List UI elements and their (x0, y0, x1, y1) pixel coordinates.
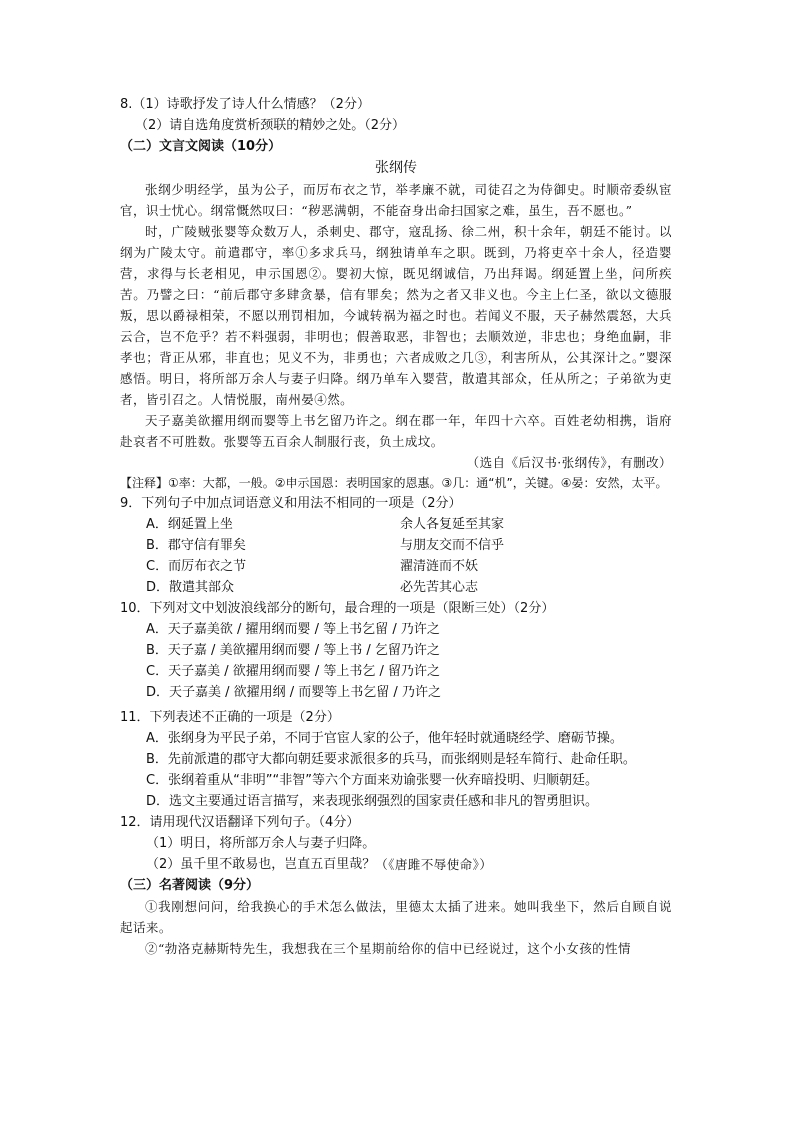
q10-stem: 10．下列对文中划波浪线部分的断句，最合理的一项是（限断三处）（2分） (120, 601, 555, 616)
q11-option-b: B．先前派遣的郡守大都向朝廷要求派很多的兵马，而张纲则是轻车简行、赴命任职。 (146, 752, 636, 767)
passage-paragraph-2: 时，广陵贼张婴等众数万人，杀刺史、郡守，寇乱扬、徐二州，积十余年，朝廷不能讨。以纲为广陵太守。前遣郡守，率①多求兵马，纲独请单车之职。既到，乃将吏卒十余人，径造婴营，求得与长老相见，申示国恩②。婴初大惊，既见纲诚信，乃出拜谒。纲延置上坐，问所疾苦。乃譬之曰：“前后郡守多肆贪暴，信有罪矣；然为之者又非义也。今主上仁圣，欲以文德服叛，思以爵禄相荣，不愿以刑罚相加，今诚转祸为福之时也。若闻义不服，天子赫然震怒，大兵云合，岂不危乎？若不料强弱，非明也；假善取恶，非智也；去顺效逆，非忠也；身绝血嗣，非孝也；背正从邪，非直也；见义不为，非勇也；六者成败之几③，利害所从，公其深计之。”婴深感悟。明日，将所部万余人与妻子归降。纲乃单车入婴营，散遣其部众，任从所之；子弟欲为吏者，皆引召之。人情悦服，南州晏④然。 (120, 224, 672, 407)
passage-notes: 【注释】①率：大都，一般。②申示国恩：表明国家的恩惠。③几：通“机”，关键。④晏：安然，太平。 (120, 476, 668, 490)
q10-option-a: A．天子嘉美欲 / 擢用纲而婴 / 等上书乞留 / 乃许之 (146, 622, 440, 637)
q9-option-b-left: B．郡守信有罪矣 (146, 538, 246, 553)
q12-sub2-source: （《唐雎不辱使命》） (375, 857, 493, 872)
q9-option-a-left: A．纲延置上坐 (146, 517, 233, 532)
q8-sub2: （2）请自选角度赏析颈联的精妙之处。（2分） (135, 118, 406, 133)
passage-source: （选自《后汉书·张纲传》，有删改） (466, 455, 672, 470)
q9-option-b-right: 与朋友交而不信乎 (400, 538, 505, 553)
q8-sub1: 8.（1）诗歌抒发了诗人什么情感？（2分） (120, 97, 370, 112)
passage-paragraph-3: 天子嘉美欲擢用纲而婴等上书乞留乃许之。纲在郡一年，年四十六卒。百姓老幼相携，诣府赴哀者不可胜数。张婴等五百余人制服行丧，负土成坟。 (120, 413, 672, 449)
q9-stem: 9．下列句子中加点词语意义和用法不相同的一项是（2分） (120, 496, 462, 511)
novel-paragraph-1: ①我刚想问问，给我换心的手术怎么做法，里德太太插了进来。她叫我坐下，然后自顾自说起话来。 (120, 899, 672, 935)
q11-option-a: A．张纲身为平民子弟，不同于官宦人家的公子，他年轻时就通晓经学、磨砺节操。 (146, 731, 623, 746)
q9-option-a (120, 514, 672, 535)
section2-heading: （二）文言文阅读（10分） (120, 139, 282, 154)
q9-option-c (120, 556, 672, 577)
q9-option-d-left: D．散遣其部众 (146, 580, 235, 595)
q12-sub2 (120, 854, 672, 875)
q9-option-a-right: 余人各复延至其家 (400, 517, 505, 532)
q11-option-c: C．张纲着重从“非明”“非智”等六个方面来劝谕张婴一伙弃暗投明、归顺朝廷。 (146, 773, 599, 788)
passage-title: 张纲传 (375, 160, 417, 176)
q9-option-d-right: 必先苦其心志 (400, 580, 479, 595)
q9-option-c-right: 濯清涟而不妖 (400, 559, 479, 574)
q12-sub1: （1）明日，将所部万余人与妻子归降。 (146, 836, 376, 851)
q9-option-d (120, 577, 672, 598)
q9-option-b (120, 535, 672, 556)
q12-sub2-sentence: （2）虽千里不敢易也，岂直五百里哉？ (146, 857, 376, 872)
passage-paragraph-1: 张纲少明经学，虽为公子，而厉布衣之节，举孝廉不就，司徒召之为侍御史。时顺帝委纵宦官，识士忧心。纲常慨然叹曰：“秽恶满朝，不能奋身出命扫国家之难，虽生，吾不愿也。” (120, 182, 672, 218)
q10-option-b: B．天子嘉 / 美欲擢用纲而婴 / 等上书 / 乞留乃许之 (146, 643, 440, 658)
q11-stem: 11．下列表述不正确的一项是（2分） (120, 710, 340, 725)
q10-option-c: C．天子嘉美 / 欲擢用纲而婴 / 等上书乞 / 留乃许之 (146, 664, 441, 679)
q10-option-d: D．天子嘉美 / 欲擢用纲 / 而婴等上书乞留 / 乃许之 (146, 685, 441, 700)
q12-stem: 12．请用现代汉语翻译下列句子。（4分） (120, 815, 360, 830)
q9-option-c-left: C．而厉布衣之节 (146, 559, 247, 574)
q11-option-d: D．选文主要通过语言描写，来表现张纲强烈的国家责任感和非凡的智勇胆识。 (146, 794, 599, 809)
novel-paragraph-2: ②“勃洛克赫斯特先生，我想我在三个星期前给你的信中已经说过，这个小女孩的性情 (145, 941, 631, 956)
section3-heading: （三）名著阅读（9分） (120, 878, 260, 893)
